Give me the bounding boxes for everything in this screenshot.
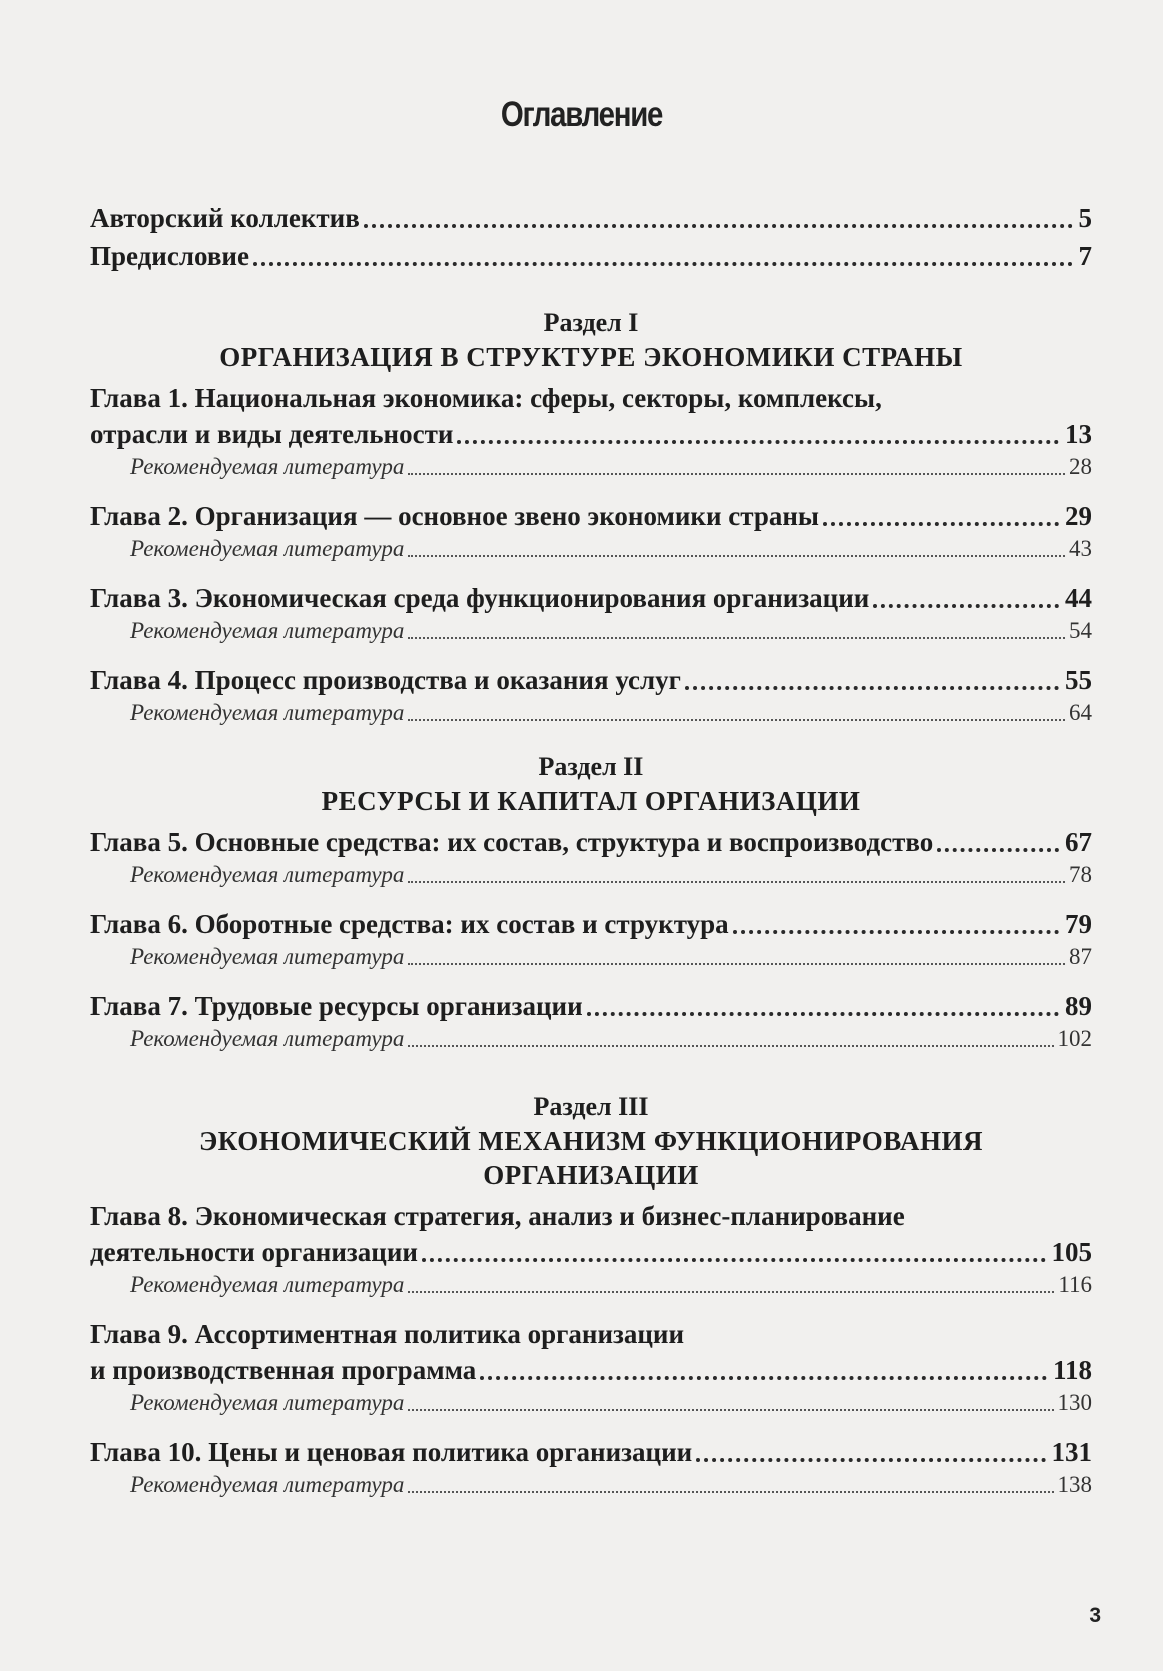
- literature-page: 116: [1058, 1272, 1092, 1297]
- section-heading: [90, 750, 1092, 818]
- toc-entry-page: 7: [1078, 241, 1092, 271]
- dot-leader: [823, 522, 1059, 526]
- literature-label: Рекомендуемая литература: [130, 1472, 405, 1497]
- toc-entry-preface: [90, 238, 1092, 274]
- chapter-item: [90, 580, 1092, 646]
- literature-entry: [90, 534, 1092, 564]
- section-heading: [90, 306, 1092, 374]
- chapter-item: [90, 1316, 1092, 1418]
- dot-leader: [408, 555, 1065, 557]
- section-title: ОРГАНИЗАЦИЯ В СТРУКТУРЕ ЭКОНОМИКИ СТРАНЫ: [219, 342, 963, 372]
- chapter-item: [90, 662, 1092, 728]
- dot-leader: [408, 637, 1065, 639]
- literature-entry: [90, 1270, 1092, 1300]
- literature-label: Рекомендуемая литература: [130, 1390, 405, 1415]
- literature-entry: [90, 452, 1092, 482]
- dot-leader: [480, 1376, 1047, 1380]
- chapter-title-line: Глава 9. Ассортиментная политика организации: [90, 1319, 685, 1349]
- dot-leader: [873, 604, 1059, 608]
- chapter-page: 67: [1065, 827, 1092, 857]
- literature-label: Рекомендуемая литература: [130, 862, 405, 887]
- table-of-contents: [90, 200, 1092, 1500]
- literature-entry: [90, 860, 1092, 890]
- literature-page: 102: [1057, 1026, 1092, 1051]
- literature-entry: [90, 616, 1092, 646]
- chapter-title-line: Глава 8. Экономическая стратегия, анализ и бизнес-планирование: [90, 1201, 905, 1231]
- chapter-title-line: Глава 3. Экономическая среда функционирования организации: [90, 580, 873, 616]
- literature-entry: [90, 1024, 1092, 1054]
- chapter-page: 89: [1065, 991, 1092, 1021]
- chapter-item: [90, 824, 1092, 890]
- dot-leader: [253, 262, 1073, 266]
- chapter-page: 79: [1065, 909, 1092, 939]
- chapter-entry: [90, 1234, 1092, 1270]
- chapter-page: 13: [1065, 419, 1092, 449]
- chapter-entry: [90, 988, 1092, 1024]
- toc-entry-title: Предисловие: [90, 238, 253, 274]
- chapter-page: 105: [1051, 1237, 1092, 1267]
- chapter-item: [90, 1198, 1092, 1300]
- literature-entry: [90, 1470, 1092, 1500]
- chapter-entry: [90, 1352, 1092, 1388]
- dot-leader: [587, 1012, 1059, 1016]
- page-number: 3: [1089, 1604, 1101, 1627]
- literature-page: 64: [1069, 700, 1092, 725]
- chapter-page: 29: [1065, 501, 1092, 531]
- literature-label: Рекомендуемая литература: [130, 700, 405, 725]
- dot-leader: [408, 1409, 1053, 1411]
- dot-leader: [408, 1045, 1053, 1047]
- literature-page: 43: [1069, 536, 1092, 561]
- chapter-page: 131: [1051, 1437, 1092, 1467]
- chapter-item: [90, 498, 1092, 564]
- dot-leader: [408, 1491, 1053, 1493]
- toc-entry-page: 5: [1078, 203, 1092, 233]
- chapter-entry: [90, 580, 1092, 616]
- chapter-title-line: Глава 6. Оборотные средства: их состав и структура: [90, 906, 733, 942]
- dot-leader: [408, 719, 1065, 721]
- chapter-item: [90, 988, 1092, 1054]
- chapter-title-line: Глава 5. Основные средства: их состав, структура и воспроизводство: [90, 824, 937, 860]
- literature-label: Рекомендуемая литература: [130, 944, 405, 969]
- chapter-entry: [90, 824, 1092, 860]
- chapter-item: [90, 906, 1092, 972]
- dot-leader: [937, 848, 1059, 852]
- section-title: ЭКОНОМИЧЕСКИЙ МЕХАНИЗМ ФУНКЦИОНИРОВАНИЯ: [198, 1126, 984, 1156]
- dot-leader: [408, 1291, 1054, 1293]
- chapter-title-line: деятельности организации: [90, 1234, 422, 1270]
- literature-label: Рекомендуемая литература: [130, 618, 405, 643]
- dot-leader: [408, 473, 1065, 475]
- dot-leader: [685, 686, 1059, 690]
- literature-page: 138: [1057, 1472, 1092, 1497]
- dot-leader: [408, 963, 1065, 965]
- toc-title: Оглавление: [500, 95, 663, 134]
- chapter-item: [90, 380, 1092, 482]
- toc-entry-authors: [90, 200, 1092, 236]
- chapter-title-line: Глава 10. Цены и ценовая политика организации: [90, 1434, 696, 1470]
- section-title: РЕСУРСЫ И КАПИТАЛ ОРГАНИЗАЦИИ: [321, 786, 861, 816]
- section-title: ОРГАНИЗАЦИИ: [483, 1160, 699, 1190]
- dot-leader: [364, 224, 1073, 228]
- dot-leader: [733, 930, 1059, 934]
- chapter-title-line: и производственная программа: [90, 1352, 480, 1388]
- literature-page: 28: [1069, 454, 1092, 479]
- chapter-entry: [90, 498, 1092, 534]
- chapter-entry: [90, 906, 1092, 942]
- literature-label: Рекомендуемая литература: [130, 536, 405, 561]
- chapter-title-line: Глава 7. Трудовые ресурсы организации: [90, 988, 587, 1024]
- chapter-title-line: Глава 2. Организация — основное звено экономики страны: [90, 498, 823, 534]
- dot-leader: [408, 881, 1065, 883]
- chapter-page: 44: [1065, 583, 1092, 613]
- section-number: Раздел III: [533, 1092, 649, 1121]
- chapter-entry: [90, 1434, 1092, 1470]
- section-number: Раздел II: [538, 752, 644, 781]
- literature-page: 54: [1069, 618, 1092, 643]
- literature-page: 130: [1057, 1390, 1092, 1415]
- chapter-page: 55: [1065, 665, 1092, 695]
- literature-page: 87: [1069, 944, 1092, 969]
- section-heading: [90, 1090, 1092, 1192]
- literature-label: Рекомендуемая литература: [130, 1272, 405, 1297]
- chapter-title-line: Глава 4. Процесс производства и оказания услуг: [90, 662, 685, 698]
- literature-page: 78: [1069, 862, 1092, 887]
- chapter-title-line: Глава 1. Национальная экономика: сферы, секторы, комплексы,: [90, 383, 882, 413]
- literature-label: Рекомендуемая литература: [130, 1026, 405, 1051]
- chapter-item: [90, 1434, 1092, 1500]
- section-number: Раздел I: [543, 308, 639, 337]
- literature-label: Рекомендуемая литература: [130, 454, 405, 479]
- toc-entry-title: Авторский коллектив: [90, 200, 364, 236]
- chapter-title-line: отрасли и виды деятельности: [90, 416, 457, 452]
- dot-leader: [696, 1458, 1045, 1462]
- literature-entry: [90, 942, 1092, 972]
- chapter-entry: [90, 662, 1092, 698]
- dot-leader: [457, 440, 1059, 444]
- chapter-entry: [90, 416, 1092, 452]
- literature-entry: [90, 698, 1092, 728]
- dot-leader: [422, 1258, 1046, 1262]
- chapter-page: 118: [1052, 1355, 1092, 1385]
- literature-entry: [90, 1388, 1092, 1418]
